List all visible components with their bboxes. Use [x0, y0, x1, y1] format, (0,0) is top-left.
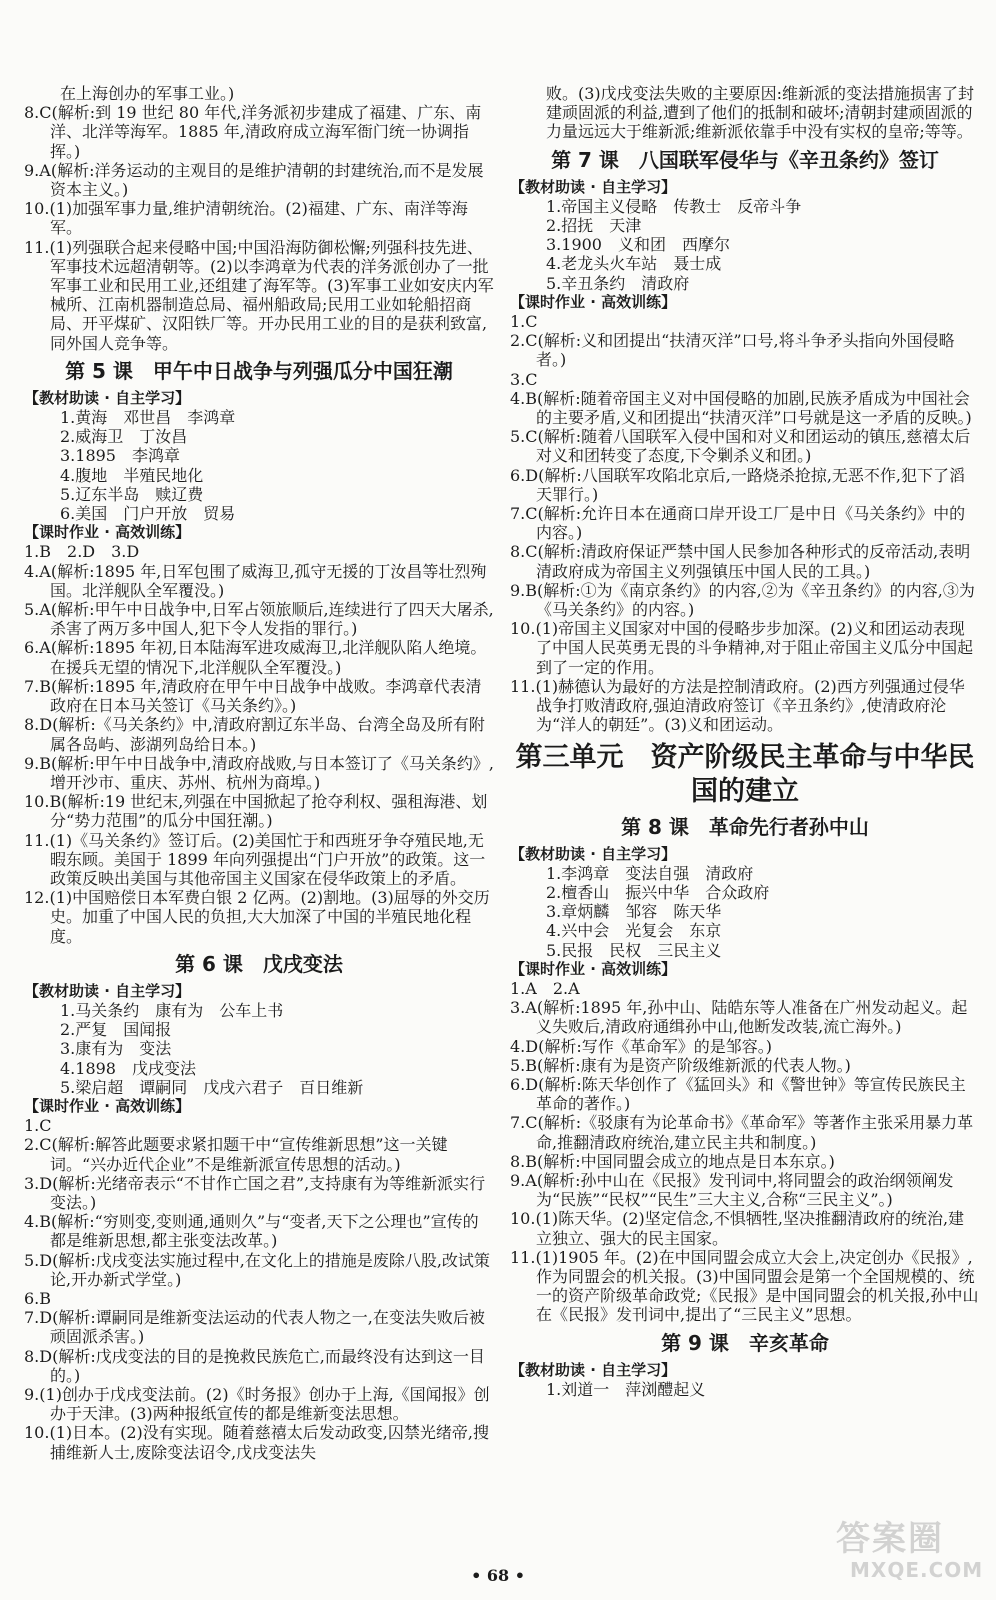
section-label: 【课时作业 · 高效训练】 — [24, 523, 191, 542]
answer-line: 2.威海卫 丁汝昌 — [60, 427, 188, 447]
answer-line: 6.D(解析:八国联军攻陷北京后,一路烧杀抢掠,无恶不作,犯下了滔天罪行。) — [510, 465, 965, 504]
answer-line: 2.檀香山 振兴中华 合众政府 — [546, 882, 770, 902]
answer-line: 8.B(解析:中国同盟会成立的地点是日本东京。) — [510, 1151, 835, 1171]
answer-line: 4.腹地 半殖民地化 — [60, 465, 204, 485]
answer-line: 4.1898 戊戌变法 — [60, 1058, 196, 1078]
answer-line: 在上海创办的军事工业。) — [60, 84, 235, 103]
answer-line: 8.C(解析:到 19 世纪 80 年代,洋务派初步建成了福建、广东、南洋、北洋等海军。1885 年,清政府成立海军衙门统一协调指挥。) — [24, 103, 482, 161]
answer-line: 4.D(解析:写作《革命军》的是邹容。) — [510, 1036, 772, 1056]
lesson-title: 第 6 课 戊戌变法 — [175, 951, 343, 976]
answer-line: 5.B(解析:康有为是资产阶级维新派的代表人物。) — [510, 1055, 851, 1075]
answer-line: 5.A(解析:甲午中日战争中,日军占领旅顺后,连续进行了四天大屠杀,杀害了两万多中国人,犯下令人发指的罪行。) — [24, 600, 494, 639]
answer-line: 7.D(解析:谭嗣同是维新变法运动的代表人物之一,在变法失败后被顽固派杀害。) — [24, 1308, 485, 1347]
answer-line: 7.C(解析:《驳康有为论革命书》《革命军》等著作主张采用暴力革命,推翻清政府统治,建立民主共和制度。) — [510, 1113, 974, 1152]
answer-line: 10.(1)帝国主义国家对中国的侵略步步加深。(2)义和团运动表现了中国人民英勇无畏的斗争精神,对于阻止帝国主义瓜分中国起到了一定的作用。 — [510, 619, 974, 677]
answer-line: 9.A(解析:孙中山在《民报》发刊词中,将同盟会的政治纲领阐发为“民族”“民权”“民生”三大主义,合称“三民主义”。) — [510, 1170, 954, 1210]
answer-line: 1.马关条约 康有为 公车上书 — [60, 1000, 284, 1020]
answer-line: 1.帝国主义侵略 传教士 反帝斗争 — [546, 196, 802, 216]
answer-line: 10.(1)陈天华。(2)坚定信念,不惧牺牲,坚决推翻清政府的统治,建立独立、强大的民主国家。 — [510, 1209, 965, 1248]
answer-line: 11.(1)列强联合起来侵略中国;中国沿海防御松懈;列强科技先进、军事技术远超清朝等。(2)以李鸿章为代表的洋务派创办了一批军事工业和民用工业,还组建了海军等。(3)军事工业如安庆内军械所、江南机器制造总局、福州船政局;民用工业如轮船招商局、开平煤矿、汉阳铁厂等。开办民用工业的目的是获利致富,同外国人竞争等。 — [24, 237, 494, 353]
section-label: 【课时作业 · 高效训练】 — [510, 959, 677, 978]
lesson-title: 第 7 课 八国联军侵华与《辛丑条约》签订 — [551, 147, 939, 172]
answer-line: 3.康有为 变法 — [60, 1039, 172, 1059]
answer-line: 6.A(解析:1895 年初,日本陆海军进攻威海卫,北洋舰队陷人绝境。在援兵无望的情况下,北洋舰队全军覆没。) — [24, 638, 487, 677]
answer-line: 9.B(解析:①为《南京条约》的内容,②为《辛丑条约》的内容,③为《马关条约》的内容。) — [510, 580, 975, 620]
answer-line: 9.(1)创办于戊戌变法前。(2)《时务报》创办于上海,《国闻报》创办于天津。(3)两种报纸宣传的都是维新变法思想。 — [24, 1385, 490, 1424]
watermark-url: MXQE.COM — [850, 1558, 984, 1582]
answer-line: 3.章炳麟 邹容 陈天华 — [546, 902, 722, 922]
lesson-title: 第 8 课 革命先行者孙中山 — [621, 814, 869, 839]
answer-line: 3.D(解析:光绪帝表示“不甘作亡国之君”,支持康有为等维新派实行变法。) — [24, 1173, 486, 1212]
page-number: • 68 • — [471, 1566, 525, 1585]
lesson-title: 第 9 课 辛亥革命 — [661, 1330, 829, 1355]
answer-line: 3.1895 李鸿章 — [60, 446, 180, 466]
answer-line: 2.C(解析:解答此题要求紧扣题干中“宣传维新思想”这一关键词。“兴办近代企业”不是维新派宣传思想的活动。) — [24, 1135, 448, 1174]
answer-line: 1.C — [510, 312, 538, 332]
answer-line: 5.辽东半岛 赎辽费 — [60, 484, 204, 504]
section-label: 【教材助读 · 自主学习】 — [510, 1360, 677, 1379]
answer-line: 7.C(解析:允许日本在通商口岸开设工厂是中日《马关条约》中的内容。) — [510, 504, 966, 543]
answer-line: 败。(3)戊戌变法失败的主要原因:维新派的变法措施损害了封建顽固派的利益,遭到了他们的抵制和破坏;清朝封建顽固派的力量远远大于维新派;维新派依靠手中没有实权的皇帝;等等。 — [546, 84, 975, 142]
answer-line: 2.C(解析:义和团提出“扶清灭洋”口号,将斗争矛头指向外国侵略者。) — [510, 331, 955, 370]
answer-line: 1.A 2.A — [510, 978, 580, 998]
answer-line: 3.C — [510, 369, 538, 389]
watermark-logo — [836, 1520, 986, 1590]
answer-line: 5.C(解析:随着八国联军入侵中国和对义和团运动的镇压,慈禧太后对义和团转变了态度,下令剿杀义和团。) — [510, 427, 971, 466]
answer-line: 7.B(解析:1895 年,清政府在甲午中日战争中战败。李鸿章代表清政府在日本马关签订《马关条约》。) — [24, 676, 482, 716]
answer-line: 1.李鸿章 变法自强 清政府 — [546, 863, 754, 883]
answer-line: 11.(1)赫德认为最好的方法是控制清政府。(2)西方列强通过侵华战争打败清政府,强迫清政府签订《辛丑条约》,使清政府沦为“洋人的朝廷”。(3)义和团运动。 — [510, 676, 965, 735]
answer-line: 3.1900 义和团 西摩尔 — [546, 235, 730, 255]
answer-line: 10.(1)日本。(2)没有实现。随着慈禧太后发动政变,囚禁光绪帝,搜捕维新人士,废除变法诏令,戊戌变法失 — [24, 1423, 489, 1462]
answer-line: 4.兴中会 光复会 东京 — [546, 921, 722, 941]
answer-line: 5.D(解析:戊戌变法实施过程中,在文化上的措施是废除八股,改试策论,开办新式学堂。) — [24, 1250, 490, 1289]
answer-line: 3.A(解析:1895 年,孙中山、陆皓东等人准备在广州发动起义。起义失败后,清政府通缉孙中山,他断发改装,流亡海外。) — [510, 998, 968, 1037]
answer-line: 4.B(解析:“穷则变,变则通,通则久”与“变者,天下之公理也”宣传的都是维新思想,都主张变法改革。) — [24, 1212, 479, 1251]
answer-line: 9.A(解析:洋务运动的主观目的是维护清朝的封建统治,而不是发展资本主义。) — [24, 160, 484, 200]
answer-line: 2.招抚 天津 — [546, 216, 642, 236]
section-label: 【教材助读 · 自主学习】 — [24, 388, 191, 407]
answer-line: 1.C — [24, 1116, 52, 1136]
section-label: 【教材助读 · 自主学习】 — [24, 981, 191, 1000]
answer-line: 11.(1)《马关条约》签订后。(2)美国忙于和西班牙争夺殖民地,无暇东顾。美国于 1899 年向列强提出“门户开放”的政策。这一政策反映出美国与其他帝国主义国家在侵华政策上的矛盾。 — [24, 830, 486, 888]
answer-line: 4.老龙头火车站 聂士成 — [546, 254, 722, 274]
lesson-title: 第 5 课 甲午中日战争与列强瓜分中国狂潮 — [65, 358, 453, 383]
answer-line: 2.严复 国闻报 — [60, 1020, 172, 1040]
section-label: 【课时作业 · 高效训练】 — [24, 1096, 191, 1115]
answer-line: 10.B(解析:19 世纪末,列强在中国掀起了抢夺利权、强租海港、划分“势力范围”的瓜分中国狂潮。) — [24, 792, 488, 831]
watermark-title: 答案圈 — [836, 1519, 944, 1559]
answer-line: 1.B 2.D 3.D — [24, 542, 140, 562]
unit-title: 第三单元 资产阶级民主革命与中华民国的建立 — [515, 741, 975, 807]
section-label: 【教材助读 · 自主学习】 — [510, 177, 677, 196]
answer-line: 5.梁启超 谭嗣同 戊戌六君子 百日维新 — [60, 1077, 364, 1097]
answer-line: 11.(1)1905 年。(2)在中国同盟会成立大会上,决定创办《民报》,作为同盟会的机关报。(3)中国同盟会是第一个全国规模的、统一的资产阶级革命政党;《民报》是中国同盟会的机关报,孙中山在《民报》发刊词中,提出了“三民主义”思想。 — [510, 1247, 979, 1325]
answer-line: 6.D(解析:陈天华创作了《猛回头》和《警世钟》等宣传民族民主革命的著作。) — [510, 1074, 966, 1114]
answer-line: 5.辛丑条约 清政府 — [546, 273, 690, 293]
answer-line: 8.D(解析:戊戌变法的目的是挽救民族危亡,而最终没有达到这一目的。) — [24, 1346, 485, 1385]
section-label: 【教材助读 · 自主学习】 — [510, 844, 677, 863]
answer-line: 5.民报 民权 三民主义 — [546, 940, 722, 960]
answer-line: 8.C(解析:清政府保证严禁中国人民参加各种形式的反帝活动,表明清政府成为帝国主义列强镇压中国人民的工具。) — [510, 542, 971, 581]
answer-line: 6.B — [24, 1288, 52, 1308]
answer-line: 4.A(解析:1895 年,日军包围了威海卫,孤守无援的丁汝昌等壮烈殉国。北洋舰队全军覆没。) — [24, 561, 487, 600]
section-label: 【课时作业 · 高效训练】 — [510, 292, 677, 311]
answer-line: 1.黄海 邓世昌 李鸿章 — [60, 408, 236, 428]
left-column — [24, 84, 494, 1462]
answer-line: 12.(1)中国赔偿日本军费白银 2 亿两。(2)割地。(3)屈辱的外交历史。加重了中国人民的负担,大大加深了中国的半殖民地化程度。 — [24, 888, 490, 946]
answer-line: 9.B(解析:甲午中日战争中,清政府战败,与日本签订了《马关条约》,增开沙市、重庆、苏州、杭州为商埠。) — [24, 753, 494, 792]
answer-line: 8.D(解析:《马关条约》中,清政府割辽东半岛、台湾全岛及所有附属各岛屿、澎湖列岛给日本。) — [24, 715, 485, 754]
answer-line: 4.B(解析:随着帝国主义对中国侵略的加剧,民族矛盾成为中国社会的主要矛盾,义和团提出“扶清灭洋”口号就是这一矛盾的反映。) — [510, 388, 972, 428]
answer-line: 6.美国 门户开放 贸易 — [60, 504, 236, 524]
answer-line: 10.(1)加强军事力量,维护清朝统治。(2)福建、广东、南洋等海军。 — [24, 199, 468, 238]
right-column — [510, 84, 980, 1399]
answer-line: 1.刘道一 萍浏醴起义 — [546, 1379, 706, 1399]
